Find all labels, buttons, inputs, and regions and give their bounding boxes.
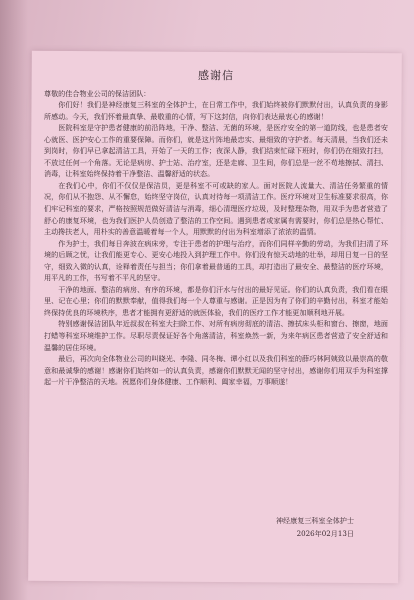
letter-title: 感谢信 bbox=[198, 69, 234, 82]
letter-date: 2026年02月13日 bbox=[296, 529, 354, 538]
letter-paragraph: 医院科室是守护患者健康的前沿阵地，干净、整洁、无菌的环境，是医疗安全的第一道防线，也是患者安心就医、医护安心工作的重要保障。而你们，就是这片阵地最忠实、最细致的守护者。每天清晨，当我们还未到岗时，你们早已拿起清洁工具，开始了一天的工作；夜深人静，我们结束忙碌下班时，你们仍在细致打扫，不放过任何一个角落。无论是病房、护士站、治疗室，还是走廊、卫生间，你们总是一丝不苟地擦拭、清扫、消毒，让科室始终保持着干净整洁、温馨舒适的状态。 bbox=[44, 123, 388, 179]
letter-paragraph: 最后，再次向全体物业公司的叫晓光、李隆、同冬梅、谭小红以及我们科室的薛巧林阿姨致以最崇高的敬意和最诚挚的感谢！感谢你们始终如一的认真负责，感谢你们默默无闻的坚守付出，感谢你们用双手为科室撑起一片干净整洁的天地。祝愿你们身体健康、工作顺利、阖家幸福，万事顺遂！ bbox=[44, 354, 388, 387]
letter-paragraph: 你们好！我们是神经康复三科室的全体护士，在日常工作中，我们始终被你们默默付出，认真负责的身影所感动。今天，我们怀着最真挚、最敬重的心情，写下这封信，向你们表达最衷心的感谢！ bbox=[44, 100, 388, 121]
letter-greeting: 尊敬的佳合物业公司的保洁团队： bbox=[44, 88, 151, 98]
letter-paragraph: 在我们心中，你们不仅仅是保洁员，更是科室不可或缺的家人。面对医院人流量大、清洁任务繁重的情况，你们从不抱怨、从不懈怠，始终坚守岗位，认真对待每一项清洁工作。医疗环境对卫生标准要求很高，你们牢记科室的要求，严格按照规范做好清洁与消毒，细心清理医疗垃圾，及时整理杂物，用双手为患者营造了舒心的康复环境，也为我们医护人员创造了整洁的工作空间。遇到患者或家属有需要时，你们总是热心帮忙、主动搀扶老人，用朴实的善意温暖着每一个人，用默默的付出为科室增添了浓浓的温情。 bbox=[44, 180, 388, 237]
letter-paragraph: 干净的地面、整洁的病房、有序的环境，都是你们汗水与付出的最好见证。你们的认真负责，我们看在眼里、记在心里；你们的默默奉献，值得我们每一个人尊重与感谢。正是因为有了你们的辛勤付出，科室才能始终保持优良的环境秩序，患者才能拥有更舒适的就医体验，我们的医疗工作才能更加顺利地开展。 bbox=[44, 284, 388, 317]
letter-paragraph: 特别感谢保洁团队年近叔叔在科室大扫除工作、对所有病房彻底的清洁、擦拭床头柜和窗台、擦窗，地面打蜡等科室环境维护工作。尽职尽责保证好各个角落清洁，科室焕然一新，为来年病区患者营造了安全舒适和温馨的居住环境。 bbox=[44, 319, 388, 352]
letter-body bbox=[44, 70, 388, 388]
letter-signature: 神经康复三科室全体护士 bbox=[275, 516, 354, 525]
letter-paragraph: 作为护士，我们每日奔波在病床旁，专注于患者的护理与治疗，而你们同样辛勤的劳动，为我们扫清了环境的后顾之忧，让我们能更专心、更安心地投入到护理工作中。你们没有惊天动地的壮举，却用日复一日的坚守，细致入微的认真，诠释着责任与担当；你们拿着最普通的工具，却打造出了最安全、最整洁的医疗环境，用平凡的工作，书写着不平凡的坚守。 bbox=[44, 238, 388, 283]
edge-shadow bbox=[0, 0, 28, 600]
